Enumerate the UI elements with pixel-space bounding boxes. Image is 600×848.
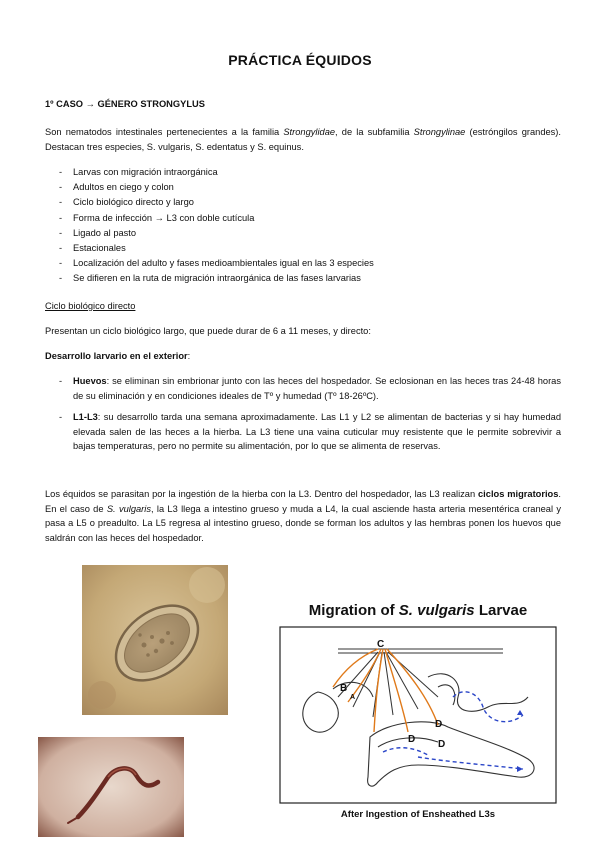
label-b: B (340, 683, 348, 694)
final-text-3: , la L3 llega a intestino grueso y muda a L4, la cual asciende hasta arteria mesentérica craneal y pasa a L5 o preadulto. La L5 regresa al intestino grueso, donde se forman los adultos y las hembras ponen los huevos que saldrán con las heces del hospedador. (45, 503, 562, 543)
exterior-heading-label: Desarrollo larvario en el exterior (45, 351, 188, 361)
diagram-title-species: S. vulgaris (398, 602, 475, 619)
list-item: - Larvas con migración intraorgánica (45, 165, 561, 180)
dev-text: : su desarrollo tarda una semana aproximadamente. Las L1 y L2 se alimentan de bacterias y si hay humedad elevada salen de las heces a la hierba. La L3 tiene una vaina cuticular muy resistente que le permite sobrevivir a bajas temperaturas, pero no permite su alimentación, por lo que se alimenta de reservas. (73, 412, 561, 451)
label-d2: D (408, 734, 416, 745)
development-list (45, 374, 561, 454)
dev-term: L1-L3 (73, 412, 98, 422)
migration-diagram (278, 597, 558, 822)
intro-text-1: Son nematodos intestinales pertenecientes a la familia (45, 127, 284, 137)
label-a: A (350, 694, 356, 701)
diagram-title-prefix: Migration of (308, 602, 399, 619)
list-item: - Localización del adulto y fases medioambientales igual en las 3 especies (45, 256, 561, 271)
final-text-1: Los équidos se parasitan por la ingestión de la hierba con la L3. Dentro del hospedador, las L3 realizan (45, 489, 479, 499)
list-item (45, 374, 561, 403)
egg-micrograph-image (82, 565, 228, 715)
list-item: - Se difieren en la ruta de migración intraorgánica de las fases larvarias (45, 271, 561, 286)
list-item (45, 410, 561, 454)
diagram-title-suffix: Larvae (474, 602, 528, 619)
final-paragraph (45, 487, 561, 545)
species-name: S. vulgaris (106, 503, 151, 514)
label-c: C (377, 639, 385, 650)
features-list (45, 165, 561, 287)
egg-micrograph-svg (82, 565, 228, 715)
larva-photo-image (38, 737, 184, 837)
cycle-intro: Presentan un ciclo biológico largo, que puede durar de 6 a 11 meses, y directo: (45, 326, 371, 336)
diagram-caption: After Ingestion of Ensheathed L3s (340, 809, 496, 820)
final-bold: ciclos migratorios (478, 489, 559, 499)
label-d1: D (435, 719, 443, 730)
intro-paragraph (45, 125, 561, 154)
list-item: - Ciclo biológico directo y largo (45, 195, 561, 210)
dev-term: Huevos (73, 376, 107, 386)
list-item: - Ligado al pasto (45, 226, 561, 241)
final-text-2: . En el caso de (45, 489, 561, 514)
case-heading: 1º CASO → GÉNERO STRONGYLUS (45, 99, 205, 109)
label-d3: D (438, 739, 446, 750)
diagram-title (309, 602, 527, 619)
migration-diagram-svg (278, 597, 558, 822)
exterior-heading (45, 349, 561, 364)
list-item: - Forma de infección → L3 con doble cutícula (45, 211, 561, 226)
exterior-heading-colon: : (187, 351, 191, 361)
list-item: - Adultos en ciego y colon (45, 180, 561, 195)
family-name: Strongylidae (283, 127, 336, 137)
larva-photo-svg (38, 737, 184, 837)
intro-text-3: (estróngilos grandes). Destacan tres especies, S. vulgaris, S. edentatus y S. equinus. (45, 127, 561, 152)
list-item: - Estacionales (45, 241, 561, 256)
page-title: PRÁCTICA ÉQUIDOS (228, 52, 372, 68)
subfamily-name: Strongylinae (413, 127, 466, 137)
dev-text: : se eliminan sin embrionar junto con las heces del hospedador. Se eclosionan en las heces tras 24-48 horas de su eliminación y en condiciones ideales de Tº y humedad (Tº 18-26ºC). (73, 376, 561, 401)
intro-text-2: , de la subfamilia (335, 127, 414, 137)
cycle-heading: Ciclo biológico directo (45, 301, 136, 311)
